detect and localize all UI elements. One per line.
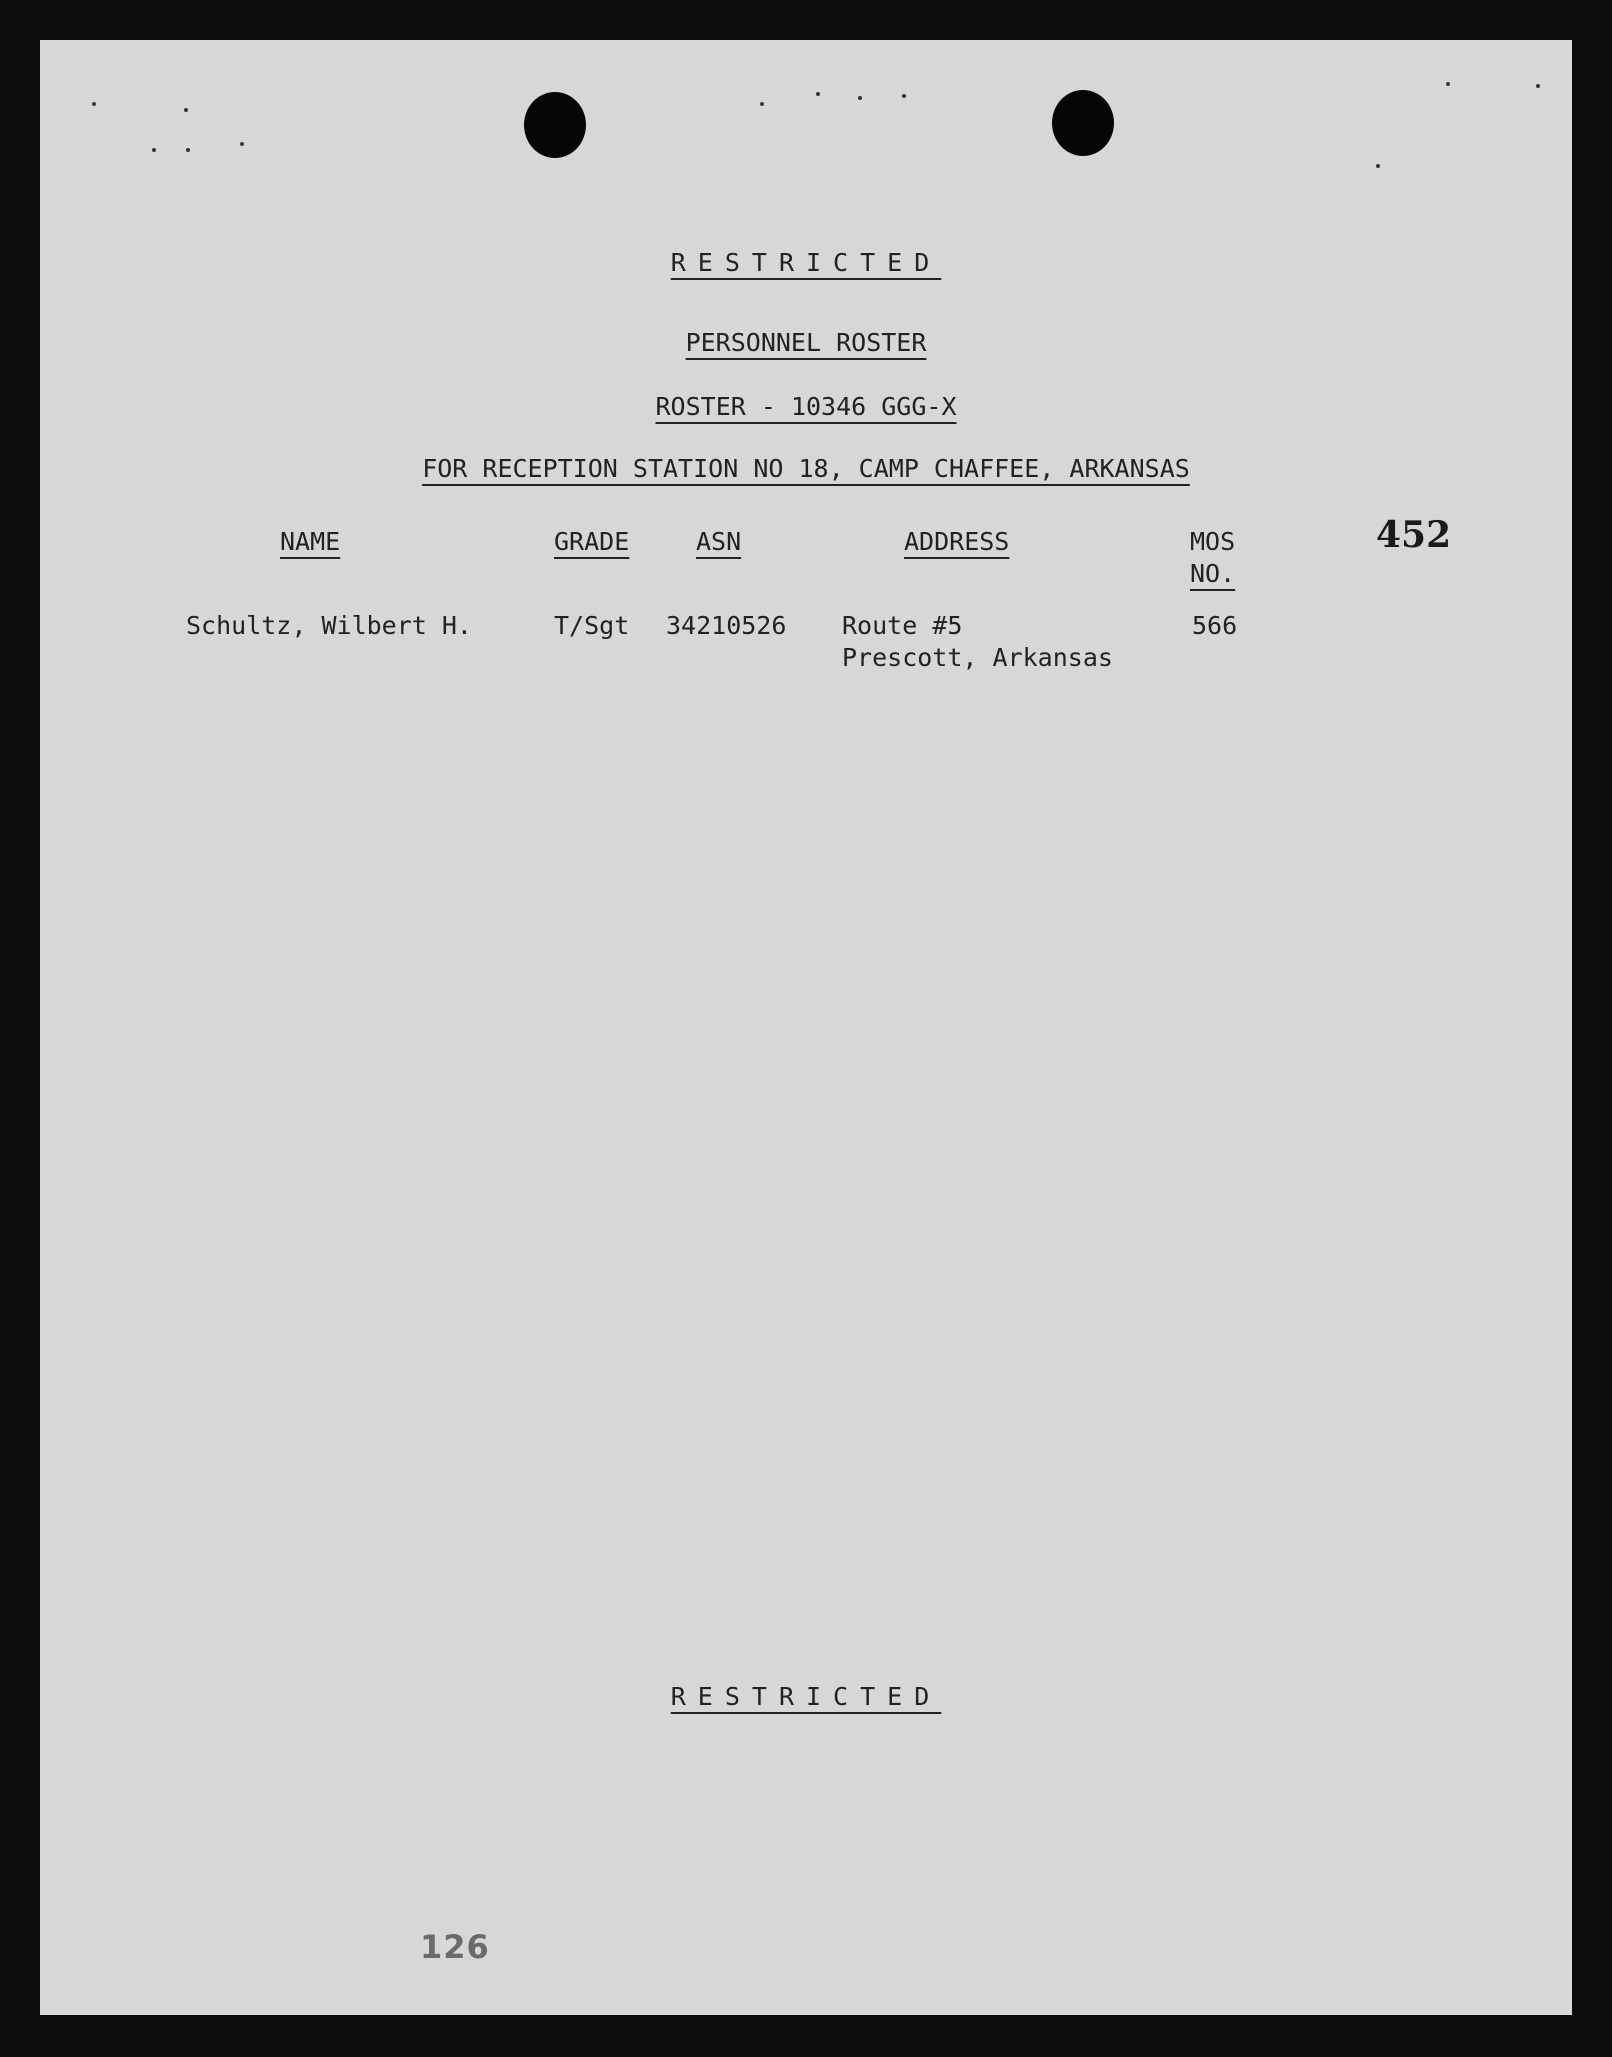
roster-id: ROSTER - 10346 GGG-X [655, 392, 957, 421]
speck [152, 148, 156, 152]
speck [1536, 84, 1540, 88]
row-mos: 566 [1192, 611, 1238, 640]
stamp-number: 452 [1376, 514, 1452, 556]
header-mos: MOS [1190, 527, 1236, 556]
document-page [40, 40, 1572, 2015]
speck [816, 92, 820, 96]
punch-hole-left [524, 92, 586, 158]
header-address: ADDRESS [904, 527, 1010, 556]
speck [902, 94, 906, 98]
speck [1376, 164, 1380, 168]
speck [858, 96, 862, 100]
header-grade: GRADE [554, 527, 630, 556]
header-asn: ASN [696, 527, 742, 556]
classification-top: RESTRICTED [670, 248, 942, 277]
header-name: NAME [280, 527, 341, 556]
header-mos-no: NO. [1190, 559, 1236, 588]
speck [240, 142, 244, 146]
speck [1446, 82, 1450, 86]
speck [186, 148, 190, 152]
row-asn: 34210526 [666, 611, 787, 640]
speck [92, 102, 96, 106]
classification-bottom: RESTRICTED [670, 1682, 942, 1711]
station-line: FOR RECEPTION STATION NO 18, CAMP CHAFFEE, ARKANSAS [422, 454, 1190, 483]
footer-page-number: 126 [420, 1928, 490, 1966]
speck [760, 102, 764, 106]
row-grade: T/Sgt [554, 611, 630, 640]
row-name: Schultz, Wilbert H. [186, 611, 472, 640]
row-address-line2: Prescott, Arkansas [842, 643, 1113, 672]
roster-title: PERSONNEL ROSTER [685, 328, 927, 357]
row-address-line1: Route #5 [842, 611, 963, 640]
speck [184, 108, 188, 112]
punch-hole-right [1052, 90, 1114, 156]
